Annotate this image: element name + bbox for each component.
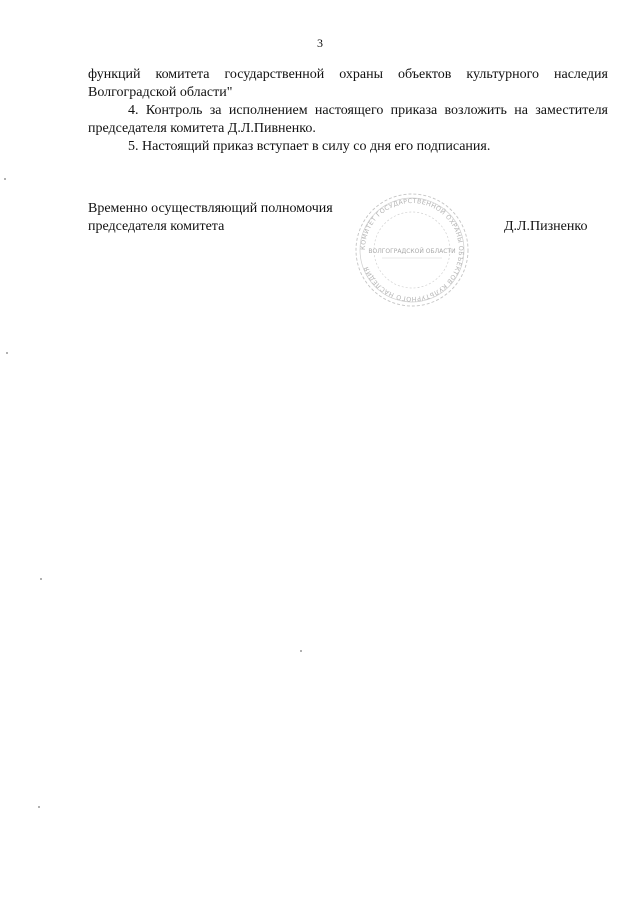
official-seal: [352, 192, 472, 308]
item-4-line-2: председателя комитета Д.Л.Пивненко.: [88, 121, 316, 136]
item-5: 5. Настоящий приказ вступает в силу со дня его подписания.: [128, 139, 491, 154]
continuation-line-1: функций комитета государственной охраны объектов культурного наследия: [88, 67, 608, 82]
seal-ring-text: КОМИТЕТ ГОСУДАРСТВЕННОЙ ОХРАНЫ ОБЪЕКТОВ КУЛЬТУРНОГО НАСЛЕДИЯ: [359, 197, 465, 303]
signatory-position-line-2: председателя комитета: [88, 219, 225, 234]
signatory-position-line-1: Временно осуществляющий полномочия: [88, 201, 333, 216]
item-4-line-1: 4. Контроль за исполнением настоящего приказа возложить на заместителя: [128, 103, 608, 118]
page-number: 3: [317, 36, 323, 50]
scan-speck: [38, 806, 40, 808]
scan-speck: [6, 352, 8, 354]
seal-center-text: ВОЛГОГРАДСКОЙ ОБЛАСТИ: [368, 248, 456, 255]
continuation-line-2: Волгоградской области": [88, 85, 233, 100]
scan-speck: [40, 578, 42, 580]
scan-speck: [4, 178, 6, 180]
signatory-position: [88, 200, 358, 236]
scan-speck: [300, 650, 302, 652]
signatory-name: Д.Л.Пизненко: [504, 219, 588, 234]
